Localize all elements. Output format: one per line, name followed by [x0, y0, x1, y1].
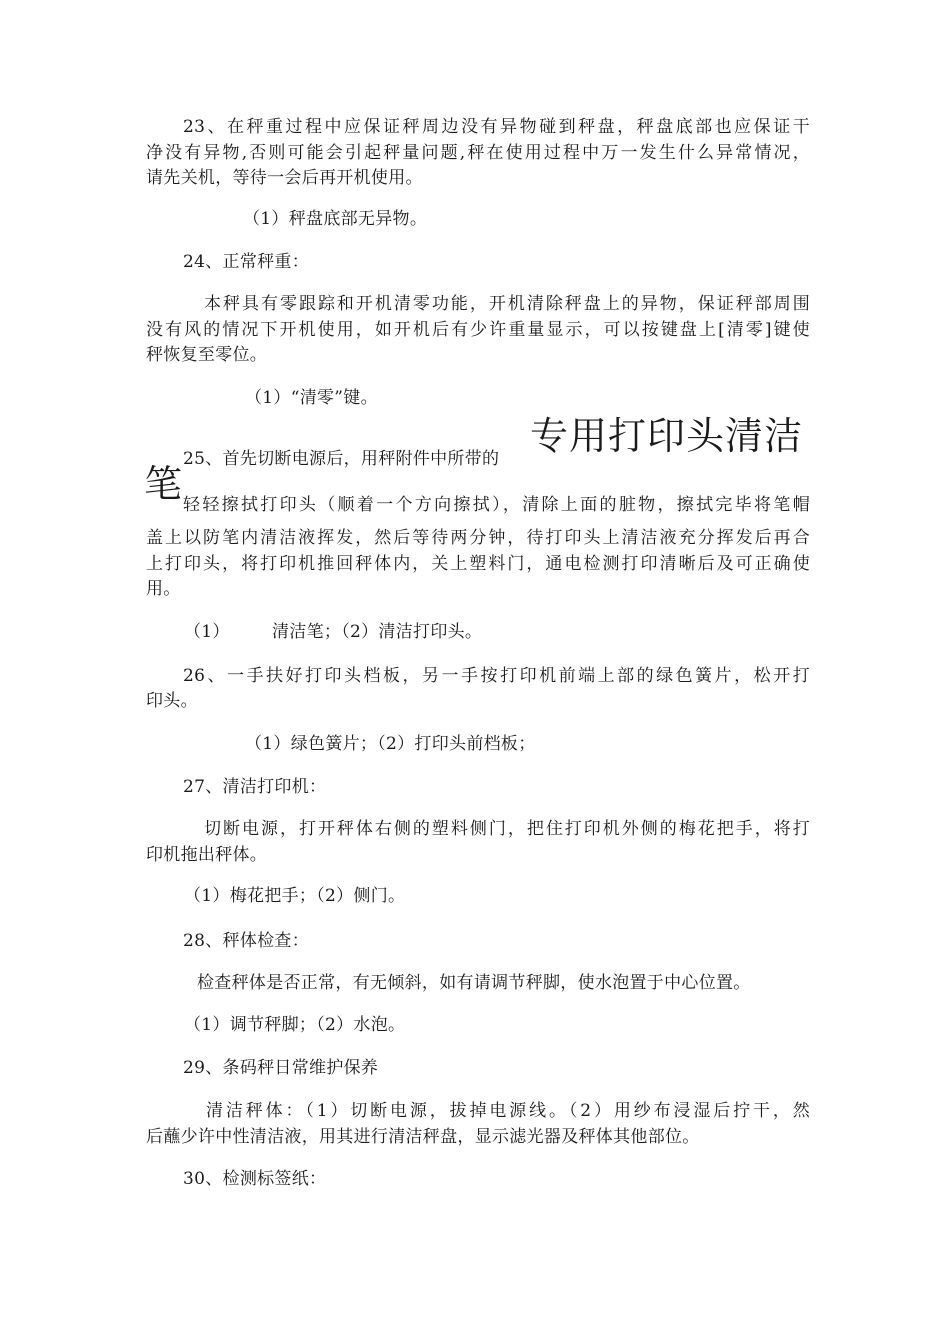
section-23-line-1: 23、在秤重过程中应保证秤周边没有异物碰到秤盘，秤盘底部也应保证干: [183, 117, 810, 137]
section-24-line-1: 本秤具有零跟踪和开机清零功能，开机清除秤盘上的异物，保证秤部周围: [204, 294, 810, 314]
section-29-line-2: 后蘸少许中性清洁液，用其进行清洁秤盘，显示滤光器及秤体其他部位。: [146, 1127, 700, 1147]
section-25-emphasis-1: 专用打印头清洁: [530, 414, 804, 458]
section-28-item: （1）调节秤脚；（2）水泡。: [184, 1015, 406, 1035]
section-23-item: （1）秤盘底部无异物。: [243, 209, 428, 229]
section-23-line-3: 请先关机，等待一会后再开机使用。: [146, 168, 423, 188]
section-27-line-2: 印机拖出秤体。: [146, 845, 268, 865]
section-26-item: （1）绿色簧片；（2）打印头前档板；: [245, 734, 536, 754]
section-24-line-2: 没有风的情况下开机使用，如开机后有少许重量显示，可以按键盘上[清零]键使: [146, 320, 810, 340]
section-24-title: 24、正常秤重：: [183, 252, 310, 272]
section-25-line-1: 25、首先切断电源后，用秤附件中所带的: [183, 449, 500, 469]
section-29-line-1: 清洁秤体：（1）切断电源，拔掉电源线。（2）用纱布浸湿后拧干，然: [206, 1101, 810, 1121]
section-28-title: 28、秤体检查：: [183, 931, 310, 951]
section-29-title: 29、条码秤日常维护保养: [183, 1058, 379, 1078]
section-27-title: 27、清洁打印机：: [183, 777, 327, 797]
section-27-line-1: 切断电源，打开秤体右侧的塑料侧门，把住打印机外侧的梅花把手，将打: [204, 819, 810, 839]
section-25-line-4: 上打印头，将打印机推回秤体内，关上塑料门，通电检测打印清晰后及可正确使: [146, 554, 810, 574]
section-26-line-1: 26、一手扶好打印头档板，另一手按打印机前端上部的绿色簧片，松开打: [183, 666, 810, 686]
section-24-line-3: 秤恢复至零位。: [146, 345, 268, 365]
section-25-emphasis-2: 笔: [144, 462, 184, 506]
section-28-line-1: 检查秤体是否正常，有无倾斜，如有请调节秤脚，使水泡置于中心位置。: [197, 973, 751, 993]
section-23-line-2: 净没有异物,否则可能会引起秤量问题,秤在使用过程中万一发生什么异常情况，: [146, 143, 810, 163]
section-25-item-text: 清洁笔；（2）清洁打印头。: [272, 622, 483, 642]
section-30-title: 30、检测标签纸：: [183, 1169, 327, 1189]
section-25-line-2: 轻轻擦拭打印头（顺着一个方向擦拭），清除上面的脏物，擦拭完毕将笔帽: [183, 495, 810, 515]
section-27-item: （1）梅花把手；（2）侧门。: [184, 886, 406, 906]
section-25-line-3: 盖上以防笔内清洁液挥发，然后等待两分钟，待打印头上清洁液充分挥发后再合: [146, 528, 810, 548]
section-25-line-5: 用。: [146, 579, 181, 599]
section-26-line-2: 印头。: [146, 691, 198, 711]
section-24-item: （1）“清零”键。: [245, 388, 378, 408]
section-25-item-number: （1）: [184, 622, 230, 642]
